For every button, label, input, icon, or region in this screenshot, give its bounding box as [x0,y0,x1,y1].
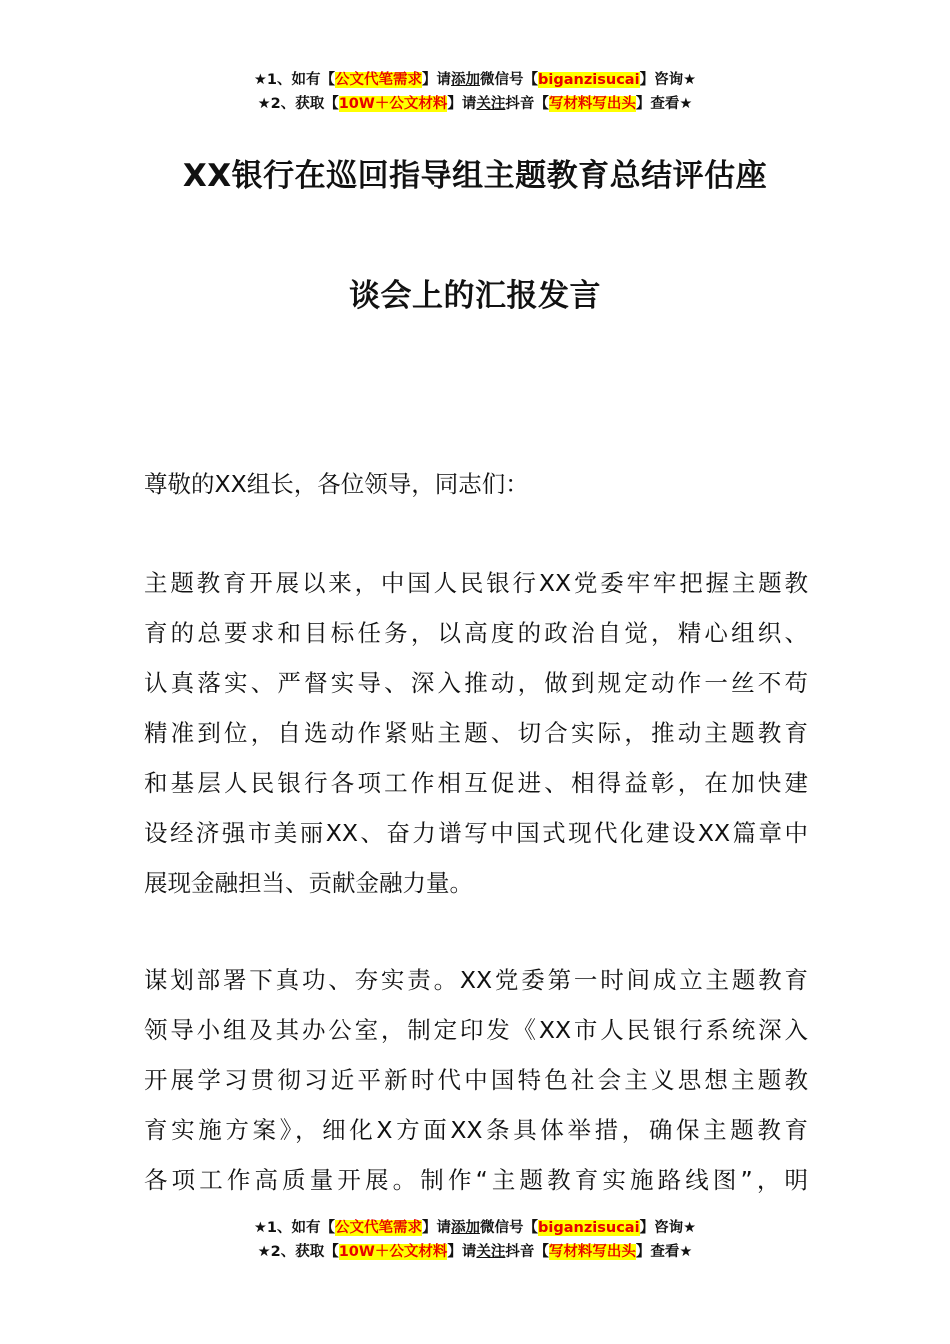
banner-underlined-text: 添加 [451,1220,481,1236]
banner-line-1 [0,1216,950,1240]
header-banner [0,68,950,116]
paragraph-line: 设经济强市美丽XX、奋力谱写中国式现代化建设XX篇章中 [144,819,808,847]
paragraph-line: 育的总要求和目标任务，以高度的政治自觉，精心组织、 [144,619,808,647]
banner-line-1 [0,68,950,92]
banner-text: 】咨询★ [639,1220,697,1236]
paragraph-line: 和基层人民银行各项工作相互促进、相得益彰，在加快建 [144,769,808,797]
paragraph-line: 认真落实、严督实导、深入推动，做到规定动作一丝不苟 [144,669,808,697]
banner-text: 】请 [447,1244,477,1260]
paragraph-line: 开展学习贯彻习近平新时代中国特色社会主义思想主题教 [144,1066,808,1094]
banner-text: 微信号【 [480,72,539,88]
paragraph-line: 领导小组及其办公室，制定印发《XX市人民银行系统深入 [144,1016,808,1044]
paragraph-2 [144,955,808,1205]
banner-underlined-text: 关注 [476,96,506,112]
banner-highlight: 10W＋公文材料 [338,1244,448,1260]
wechat-id-highlight: biganzisucai [538,1220,640,1236]
banner-line-2 [0,1240,950,1264]
banner-text: 】咨询★ [639,72,697,88]
wechat-id-highlight: biganzisucai [538,72,640,88]
paragraph-line: 主题教育开展以来，中国人民银行XX党委牢牢把握主题教 [144,569,808,597]
banner-text: ★2、获取【 [257,96,339,112]
banner-text: 微信号【 [480,1220,539,1236]
banner-highlight: 10W＋公文材料 [338,96,448,112]
banner-highlight: 公文代笔需求 [335,72,423,88]
banner-underlined-text: 关注 [476,1244,506,1260]
banner-line-2 [0,92,950,116]
banner-underlined-text: 添加 [451,72,481,88]
banner-text: 】查看★ [635,96,693,112]
banner-text: ★1、如有【 [253,72,336,88]
paragraph-line: 各项工作高质量开展。制作“主题教育实施路线图”，明 [144,1166,808,1194]
banner-text: 抖音【 [505,96,549,112]
banner-text: 】请 [447,96,477,112]
paragraph-line: 展现金融担当、贡献金融力量。 [144,869,473,897]
paragraph-line: 育实施方案》，细化X方面XX条具体举措，确保主题教育 [144,1116,808,1144]
banner-text: 】请 [422,1220,452,1236]
douyin-id-highlight: 写材料写出头 [548,1244,636,1260]
paragraph-1 [144,558,808,908]
paragraph-line: 谋划部署下真功、夯实责。XX党委第一时间成立主题教育 [144,966,808,994]
salutation: 尊敬的XX组长，各位领导，同志们： [144,470,529,498]
banner-text: 抖音【 [505,1244,549,1260]
douyin-id-highlight: 写材料写出头 [548,96,636,112]
banner-highlight: 公文代笔需求 [335,1220,423,1236]
banner-text: 】请 [422,72,452,88]
paragraph-line: 精准到位，自选动作紧贴主题、切合实际，推动主题教育 [144,719,808,747]
document-title-line-2: 谈会上的汇报发言 [349,278,601,314]
footer-banner [0,1216,950,1264]
banner-text: ★1、如有【 [253,1220,336,1236]
banner-text: 】查看★ [635,1244,693,1260]
document-title-line-1: XX银行在巡回指导组主题教育总结评估座 [182,158,768,194]
banner-text: ★2、获取【 [257,1244,339,1260]
